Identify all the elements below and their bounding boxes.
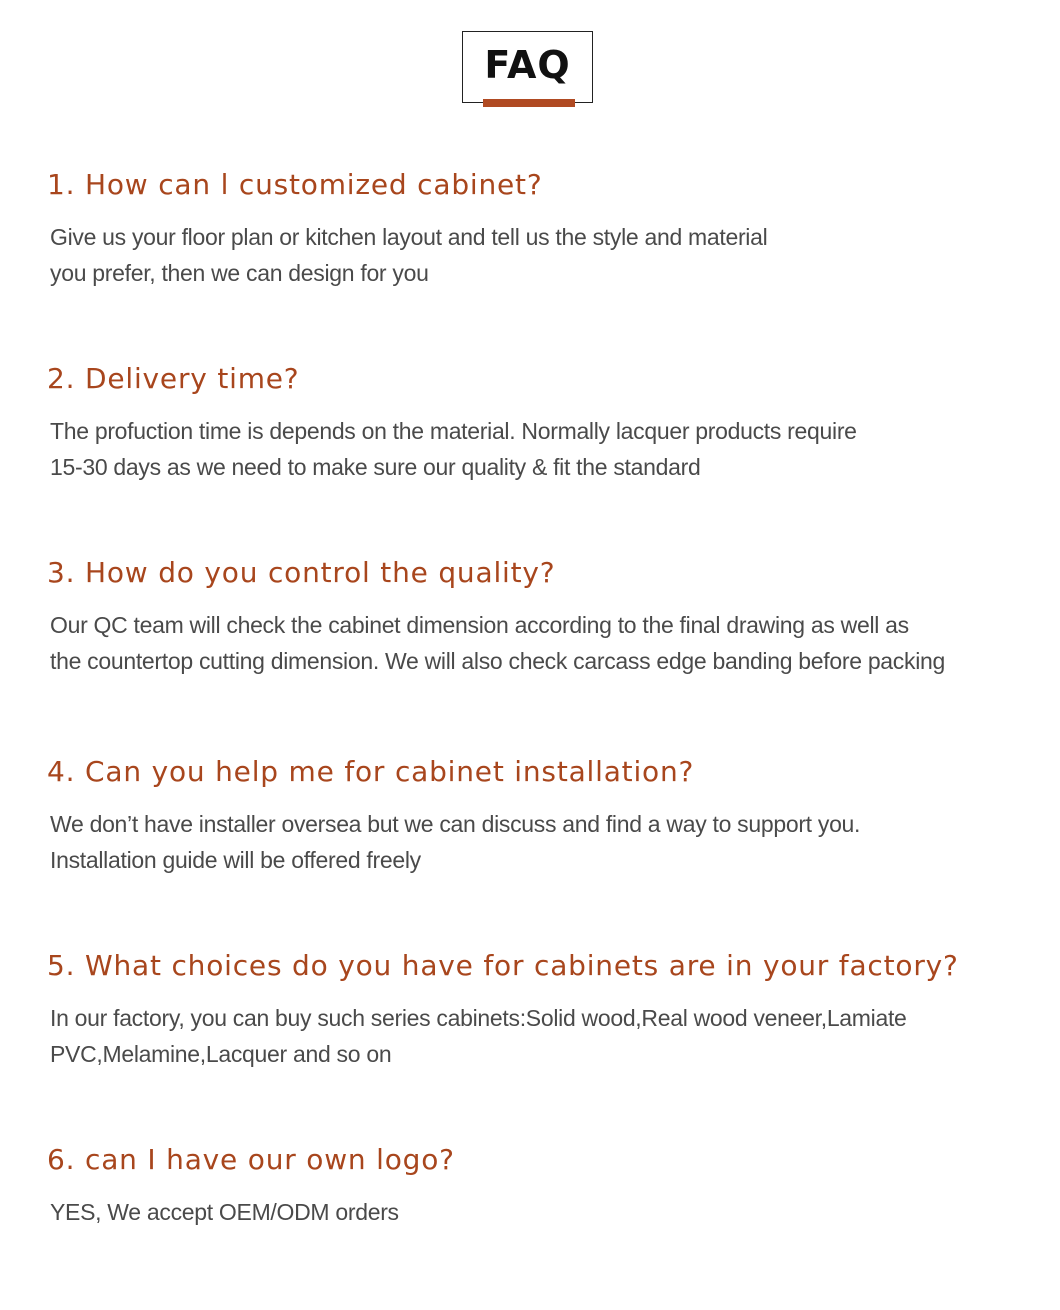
- faq-question-2: 2. Delivery time?: [47, 362, 300, 395]
- faq-question-3: 3. How do you control the quality?: [47, 556, 556, 589]
- faq-answer-line: In our factory, you can buy such series cabinets:Solid wood,Real wood veneer,Lamiate: [50, 1005, 907, 1031]
- faq-answer-2: [50, 413, 857, 485]
- faq-header-box: [462, 31, 593, 103]
- faq-answer-line: 15-30 days as we need to make sure our quality & fit the standard: [50, 454, 701, 480]
- faq-question-6: 6. can I have our own logo?: [47, 1143, 455, 1176]
- faq-answer-line: the countertop cutting dimension. We will also check carcass edge banding before packing: [50, 648, 945, 674]
- faq-answer-5: [50, 1000, 907, 1072]
- faq-answer-line: We don’t have installer oversea but we can discuss and find a way to support you.: [50, 811, 861, 837]
- faq-answer-1: [50, 219, 767, 291]
- page-title: FAQ: [484, 43, 571, 87]
- faq-answer-4: [50, 806, 860, 878]
- faq-question-4: 4. Can you help me for cabinet installation?: [47, 755, 695, 788]
- faq-answer-line: you prefer, then we can design for you: [50, 260, 429, 286]
- faq-answer-line: YES, We accept OEM/ODM orders: [50, 1199, 399, 1225]
- faq-question-1: 1. How can l customized cabinet?: [47, 168, 543, 201]
- faq-answer-6: [50, 1194, 399, 1230]
- faq-answer-line: Give us your floor plan or kitchen layout and tell us the style and material: [50, 224, 768, 250]
- faq-answer-line: Installation guide will be offered freely: [50, 847, 421, 873]
- title-underline: [483, 99, 575, 107]
- faq-question-5: 5. What choices do you have for cabinets are in your factory?: [47, 949, 959, 982]
- faq-answer-line: Our QC team will check the cabinet dimension according to the final drawing as well as: [50, 612, 909, 638]
- faq-answer-line: The profuction time is depends on the material. Normally lacquer products require: [50, 418, 857, 444]
- faq-answer-3: [50, 607, 945, 679]
- faq-answer-line: PVC,Melamine,Lacquer and so on: [50, 1041, 392, 1067]
